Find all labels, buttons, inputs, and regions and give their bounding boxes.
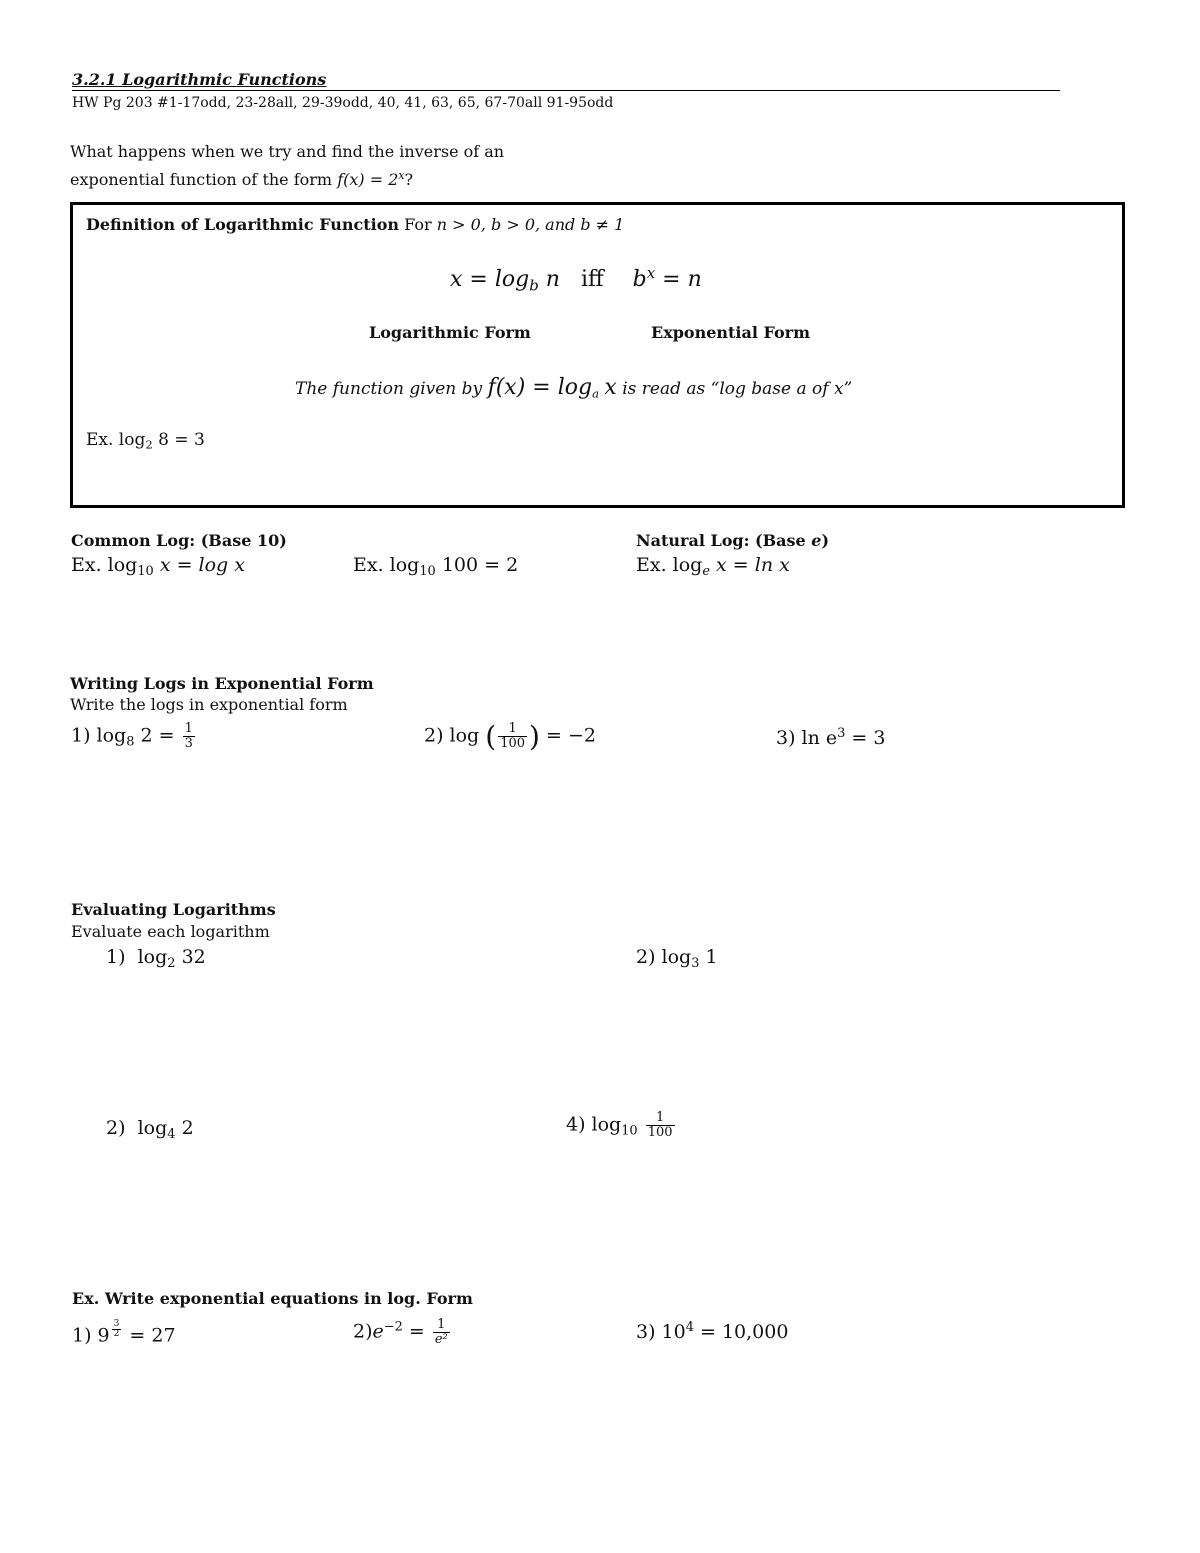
- exp-to-log-heading: Ex. Write exponential equations in log. Form: [72, 1289, 473, 1308]
- evaluating-heading: Evaluating Logarithms: [71, 900, 276, 919]
- definition-heading-line: Definition of Logarithmic Function For n > 0, b > 0, and b ≠ 1: [86, 215, 625, 234]
- page-title: 3.2.1 Logarithmic Functions: [72, 70, 327, 89]
- exp-form-label: Exponential Form: [651, 323, 811, 342]
- definition-example: Ex. $\log_2 8 = 3$: [86, 430, 205, 452]
- exp-to-log-problem-1: 1) 9 $\frac{3}{2}$ = 27: [72, 1319, 176, 1347]
- intro-line-1: What happens when we try and find the inverse of an: [70, 142, 505, 161]
- definition-condition: n > 0, b > 0, and b ≠ 1: [436, 215, 625, 234]
- evaluating-problem-4: 4) $\log_{10}$ $\frac{1}{100}$: [566, 1110, 673, 1140]
- common-log-heading: Common Log: (Base 10): [71, 531, 287, 550]
- evaluating-problem-1: 1) $\log_2 32$: [106, 946, 206, 971]
- evaluating-instruction: Evaluate each logarithm: [71, 922, 270, 941]
- definition-box: [70, 202, 1125, 508]
- common-log-example-2: Ex. $\log_{10} 100 = 2$: [353, 554, 519, 579]
- natural-log-heading: Natural Log: (Base e): [636, 531, 830, 550]
- writing-logs-heading: Writing Logs in Exponential Form: [70, 674, 374, 693]
- exp-to-log-problem-3: 3) $10^4 = 10,000$: [636, 1320, 789, 1344]
- common-log-example-1: Ex. $\log_{10} x = \log x$: [71, 554, 245, 579]
- definition-equation: $x = \log_b n$ iff $b^x = n$: [450, 264, 702, 295]
- intro-line-2: exponential function of the form $f(x) = 2^x$?: [70, 169, 414, 189]
- evaluating-problem-2: 2) $\log_3 1$: [636, 946, 718, 971]
- homework-assignment: HW Pg 203 #1-17odd, 23-28all, 29-39odd, 40, 41, 63, 65, 67-70all 91-95odd: [72, 95, 614, 111]
- definition-read-as: The function given by $f(x) = \log_a x$ is read as “log base a of x”: [295, 375, 853, 401]
- intro-question: [70, 140, 504, 192]
- title-underline-rule: [72, 90, 1060, 91]
- log-form-label: Logarithmic Form: [369, 323, 531, 342]
- writing-logs-problem-3: 3) $\ln e^3 = 3$: [776, 726, 886, 750]
- evaluating-problem-3: 2) $\log_4 2$: [106, 1117, 194, 1142]
- natural-log-example: Ex. $\log_e x = \ln x$: [636, 554, 790, 579]
- exp-to-log-problem-2: $2)e^{-2}$ = $\frac{1}{\text{e²}}$: [353, 1317, 448, 1347]
- writing-logs-instruction: Write the logs in exponential form: [70, 695, 348, 714]
- writing-logs-problem-1: 1) $\log_8 2$ = $\frac{1}{3}$: [71, 721, 193, 751]
- definition-heading: Definition of Logarithmic Function: [86, 215, 400, 234]
- writing-logs-problem-2: 2) log ( $\frac{1}{100}$ ) = −2: [424, 720, 596, 753]
